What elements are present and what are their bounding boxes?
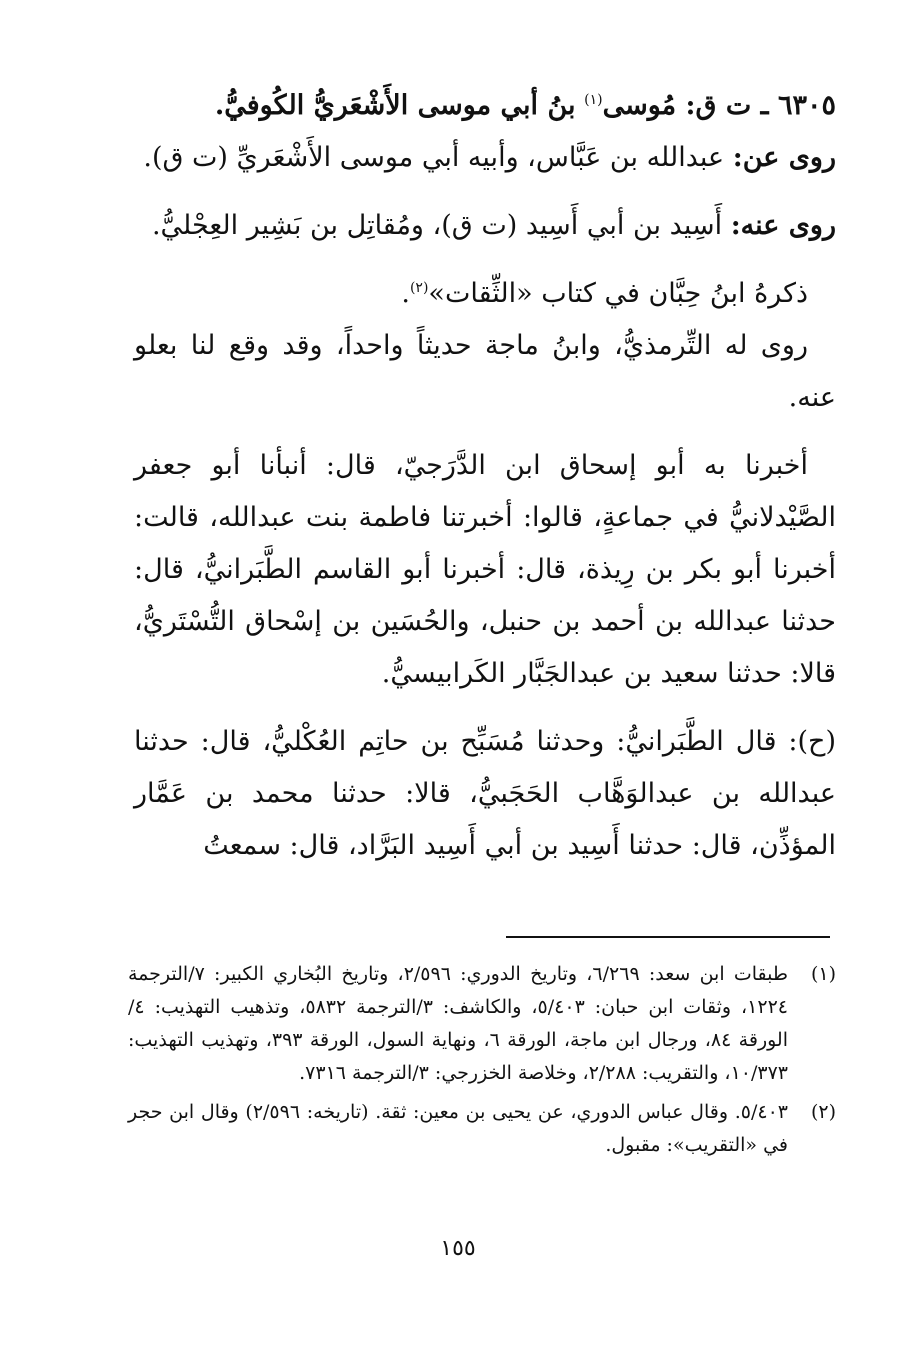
footnote-ref-1: (١) xyxy=(584,92,603,108)
thiqat-end: . xyxy=(401,278,410,309)
footnote-text: طبقات ابن سعد: ٦/٢٦٩، وتاريخ الدوري: ٢/٥٩٦، وتاريخ البُخاري الكبير: ٧/الترجمة ١٢٢٤، وثقات ابن حبان: ٥/٤٠٣، والكاشف: ٣/الترجمة ٥٨٣٢، وتذهيب التهذيب: ٤/الورقة ٨٤، ورجال ابن ماجة، الورقة ٦، ونهاية السول، الورقة ٣٩٣، وتهذيب التهذيب: ١٠/٣٧٣، والتقريب: ٢/٢٨٨، وخلاصة الخزرجي: ٣/الترجمة ٧٣١٦. xyxy=(128,963,788,1084)
thiqat-paragraph xyxy=(134,268,836,320)
footnote-1 xyxy=(128,958,836,1090)
main-text xyxy=(134,80,836,872)
footnote-2 xyxy=(128,1096,836,1162)
isnad-paragraph-1: أخبرنا به أبو إسحاق ابن الدَّرَجيّ، قال: أنبأنا أبو جعفر الصَّيْدلانيُّ في جماعةٍ، قالوا: أخبرتنا فاطمة بنت عبدالله، قالت: أخبرنا أبو بكر بن رِيذة، قال: أخبرنا أبو القاسم الطَّبَرانيُّ، قال: حدثنا عبدالله بن أحمد بن حنبل، والحُسَين بن إسْحاق التُّسْتَريُّ، قالا: حدثنا سعيد بن عبدالجَبَّار الكَرابيسيُّ. xyxy=(134,450,836,689)
narrated-from-paragraph xyxy=(134,132,836,184)
narrated-from-label: روى عن: xyxy=(732,142,836,173)
footnote-text: ٥/٤٠٣. وقال عباس الدوري، عن يحيى بن معين: ثقة. (تاريخه: ٢/٥٩٦) وقال ابن حجر في «التقريب»: مقبول. xyxy=(128,1101,788,1156)
isnad-paragraph-2: (ح): قال الطَّبَرانيُّ: وحدثنا مُسَبِّح بن حاتِم العُكْليُّ، قال: حدثنا عبدالله بن عبدالوَهَّاب الحَجَبيُّ، قالا: حدثنا محمد بن عَمَّار المؤذِّن، قال: حدثنا أَسِيد بن أبي أَسِيد البَرَّاد، قال: سمعتُ xyxy=(134,726,836,861)
page-number: ١٥٥ xyxy=(440,1236,476,1261)
riwaya-paragraph: روى له التِّرمذيُّ، وابنُ ماجة حديثاً واحداً، وقد وقع لنا بعلو عنه. xyxy=(134,330,836,413)
entry-heading-rest: بنُ أبي موسى الأَشْعَريُّ الكُوفيُّ. xyxy=(214,90,576,121)
narrated-by-paragraph xyxy=(134,200,836,252)
thiqat-text: ذكرهُ ابنُ حِبَّان في كتاب «الثِّقات» xyxy=(428,278,808,309)
footnote-separator xyxy=(506,936,830,938)
narrated-from-text: عبدالله بن عَبَّاس، وأبيه أبي موسى الأَشْعَريِّ (ت ق). xyxy=(143,142,725,173)
footnote-ref-2: (٢) xyxy=(409,280,429,296)
footnote-number: (١) xyxy=(810,963,836,985)
entry-heading xyxy=(134,80,836,132)
footnotes xyxy=(128,958,836,1168)
narrated-by-label: روى عنه: xyxy=(730,210,836,241)
entry-heading-label: ٦٣٠٥ ـ ت ق: مُوسى xyxy=(602,90,836,121)
footnote-number: (٢) xyxy=(810,1101,836,1123)
narrated-by-text: أَسِيد بن أبي أَسِيد (ت ق)، ومُقاتِل بن بَشِير العِجْليُّ. xyxy=(151,210,723,241)
